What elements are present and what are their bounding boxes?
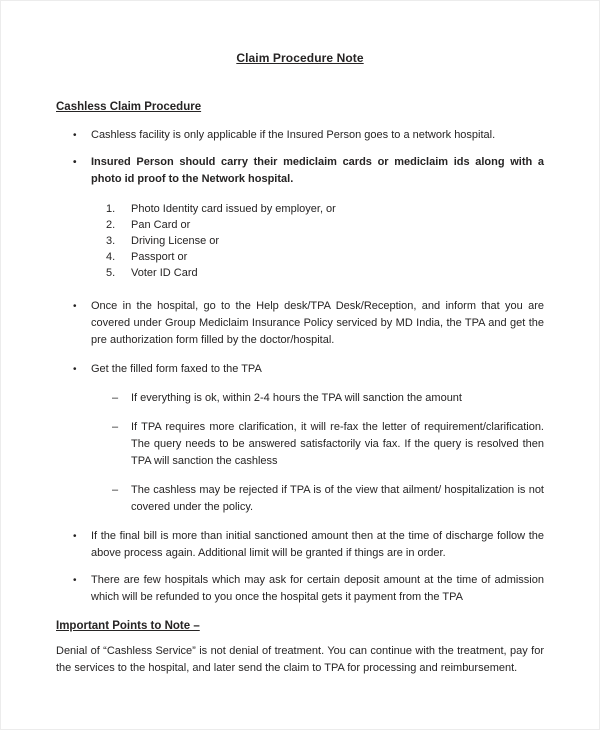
- item-number: 3.: [106, 235, 116, 247]
- numbered-item: [56, 233, 544, 249]
- bullet-text: Cashless facility is only applicable if the Insured Person goes to a network hospital.: [91, 129, 496, 141]
- section-heading-important: Important Points to Note –: [56, 620, 200, 632]
- bullet-marker: •: [73, 531, 77, 542]
- bullet-marker: •: [73, 575, 77, 586]
- bullet-marker: •: [73, 130, 77, 141]
- bullet-text: If the final bill is more than initial sanctioned amount then at the time of discharge follow the above process again. Additional limit will be granted if things are in order.: [91, 530, 544, 559]
- section-heading-cashless: Cashless Claim Procedure: [56, 101, 202, 113]
- bullet-text: There are few hospitals which may ask for certain deposit amount at the time of admission which will be refunded to you once the hospital gets it payment from the TPA: [91, 574, 544, 603]
- dash-marker: –: [112, 484, 119, 496]
- bullet-text: Insured Person should carry their mediclaim cards or mediclaim ids along with a photo id proof to the Network hospital.: [91, 156, 544, 185]
- dash-item-text: If TPA requires more clarification, it will re-fax the letter of requirement/clarification. The query needs to be answered satisfactorily via fax. If the query is resolved then TPA will sanction the cashless: [131, 421, 544, 467]
- numbered-item: [56, 265, 544, 281]
- bullet-item: [56, 572, 544, 606]
- bullet-text: Once in the hospital, go to the Help desk/TPA Desk/Reception, and inform that you are covered under Group Mediclaim Insurance Policy serviced by MD India, the TPA and get the pre authorization form filled by the doctor/hospital.: [91, 300, 544, 346]
- bullet-item: [56, 127, 544, 144]
- numbered-item: [56, 249, 544, 265]
- item-number: 2.: [106, 219, 116, 231]
- dash-item: [56, 390, 544, 407]
- bullet-item: [56, 154, 544, 188]
- bullet-marker: •: [73, 301, 77, 312]
- closing-paragraph: Denial of “Cashless Service” is not denial of treatment. You can continue with the treatment, pay for the services to the hospital, and later send the claim to TPA for processing and reimbursement.: [56, 645, 544, 674]
- dash-item-text: The cashless may be rejected if TPA is of the view that ailment/ hospitalization is not covered under the policy.: [131, 484, 544, 513]
- numbered-item-text: Pan Card or: [131, 219, 191, 231]
- numbered-item: [56, 217, 544, 233]
- dash-item: [56, 419, 544, 470]
- id-proof-list: [56, 201, 544, 281]
- bullet-item: [56, 298, 544, 349]
- item-number: 4.: [106, 251, 116, 263]
- bullet-marker: •: [73, 364, 77, 375]
- dash-marker: –: [112, 392, 119, 404]
- bullet-marker: •: [73, 157, 77, 168]
- numbered-item-text: Voter ID Card: [131, 267, 198, 279]
- bullet-item: [56, 361, 544, 378]
- item-number: 5.: [106, 267, 116, 279]
- numbered-item-text: Photo Identity card issued by employer, or: [131, 203, 336, 215]
- bullet-text: Get the filled form faxed to the TPA: [91, 363, 262, 375]
- numbered-item: [56, 201, 544, 217]
- numbered-item-text: Passport or: [131, 251, 188, 263]
- numbered-item-text: Driving License or: [131, 235, 220, 247]
- dash-item-text: If everything is ok, within 2-4 hours the TPA will sanction the amount: [131, 392, 462, 404]
- dash-marker: –: [112, 421, 119, 433]
- document-title: Claim Procedure Note: [236, 51, 364, 65]
- dash-item: [56, 482, 544, 516]
- bullet-item: [56, 528, 544, 562]
- item-number: 1.: [106, 203, 116, 215]
